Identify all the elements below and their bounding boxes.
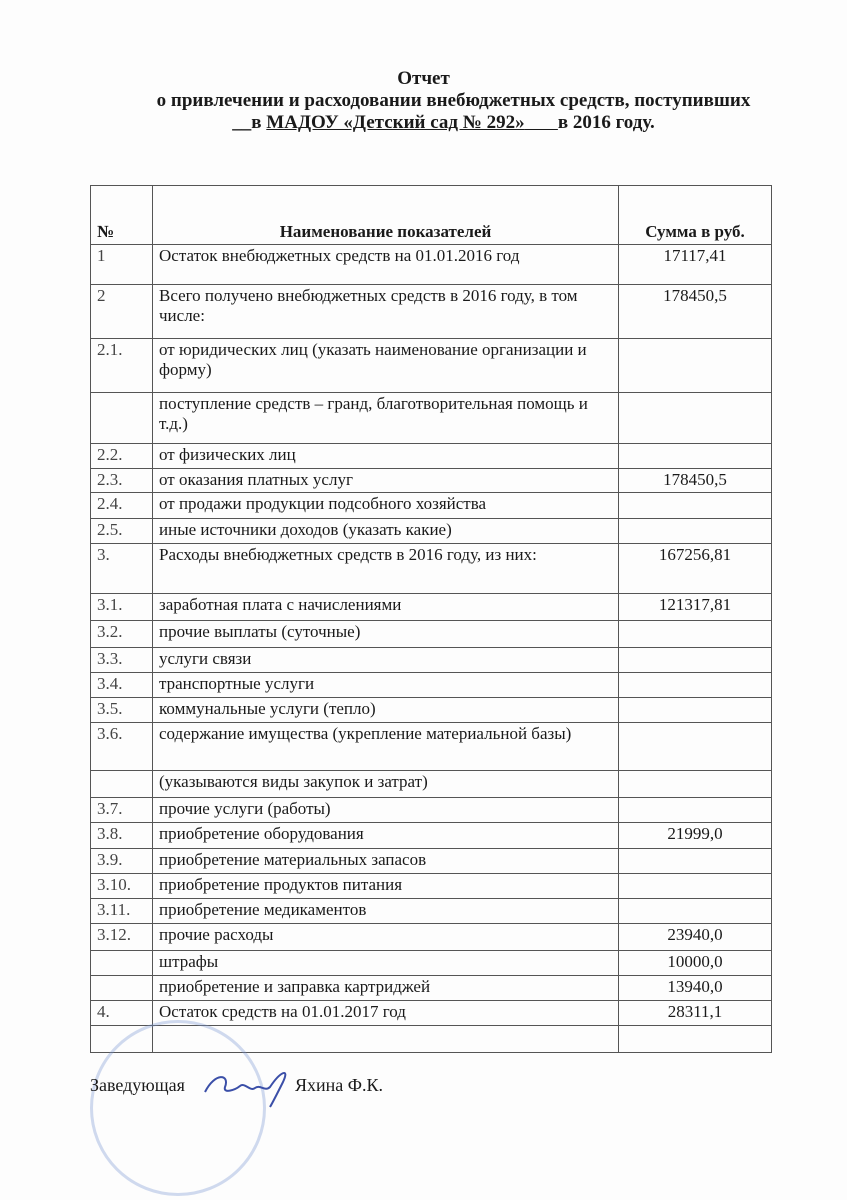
row-number: 2.3. bbox=[91, 469, 153, 493]
report-subtitle: о привлечении и расходовании внебюджетных средств, поступивших bbox=[156, 90, 751, 111]
table-row bbox=[91, 444, 772, 469]
row-sum bbox=[619, 899, 772, 924]
row-name: (указываются виды закупок и затрат) bbox=[153, 771, 619, 798]
row-sum: 17117,41 bbox=[619, 245, 772, 285]
row-number: 3.4. bbox=[91, 673, 153, 698]
row-number: 3.3. bbox=[91, 648, 153, 673]
row-number: 3.12. bbox=[91, 924, 153, 951]
signer-name: Яхина Ф.К. bbox=[295, 1075, 383, 1095]
table-row bbox=[91, 621, 772, 648]
row-sum: 23940,0 bbox=[619, 924, 772, 951]
row-number: 1 bbox=[91, 245, 153, 285]
row-name: транспортные услуги bbox=[153, 673, 619, 698]
table-header bbox=[91, 186, 772, 245]
row-number: 2 bbox=[91, 285, 153, 339]
row-number: 2.4. bbox=[91, 493, 153, 519]
row-name: Остаток средств на 01.01.2017 год bbox=[153, 1001, 619, 1026]
table-row bbox=[91, 849, 772, 874]
row-number: 3.7. bbox=[91, 798, 153, 823]
table-row bbox=[91, 823, 772, 849]
signature-block bbox=[90, 1075, 383, 1096]
header-name: Наименование показателей bbox=[153, 186, 619, 245]
header-number: № bbox=[91, 186, 153, 245]
row-sum bbox=[619, 874, 772, 899]
row-name: приобретение и заправка картриджей bbox=[153, 976, 619, 1001]
row-name: приобретение медикаментов bbox=[153, 899, 619, 924]
row-name: Расходы внебюджетных средств в 2016 году, из них: bbox=[153, 544, 619, 594]
row-name: от продажи продукции подсобного хозяйства bbox=[153, 493, 619, 519]
row-name: приобретение материальных запасов bbox=[153, 849, 619, 874]
row-number bbox=[91, 771, 153, 798]
row-number bbox=[91, 976, 153, 1001]
table-row bbox=[91, 798, 772, 823]
row-sum bbox=[619, 339, 772, 393]
row-sum: 21999,0 bbox=[619, 823, 772, 849]
row-number: 3. bbox=[91, 544, 153, 594]
row-name: приобретение продуктов питания bbox=[153, 874, 619, 899]
row-name: прочие выплаты (суточные) bbox=[153, 621, 619, 648]
table-row bbox=[91, 976, 772, 1001]
report-title: Отчет bbox=[397, 68, 450, 89]
row-name: иные источники доходов (указать какие) bbox=[153, 519, 619, 544]
row-sum: 178450,5 bbox=[619, 285, 772, 339]
row-name: Всего получено внебюджетных средств в 2016 году, в том числе: bbox=[153, 285, 619, 339]
row-name: содержание имущества (укрепление материальной базы) bbox=[153, 723, 619, 771]
row-sum bbox=[619, 393, 772, 444]
table-row bbox=[91, 698, 772, 723]
row-name: услуги связи bbox=[153, 648, 619, 673]
row-number: 3.9. bbox=[91, 849, 153, 874]
row-name: штрафы bbox=[153, 951, 619, 976]
signature bbox=[195, 1062, 305, 1112]
row-sum bbox=[619, 698, 772, 723]
row-number: 3.11. bbox=[91, 899, 153, 924]
table-row bbox=[91, 544, 772, 594]
row-sum bbox=[619, 798, 772, 823]
row-sum bbox=[619, 771, 772, 798]
row-name: Остаток внебюджетных средств на 01.01.2016 год bbox=[153, 245, 619, 285]
table-row bbox=[91, 519, 772, 544]
report-org-line bbox=[20, 112, 847, 134]
row-sum bbox=[619, 673, 772, 698]
row-number: 3.5. bbox=[91, 698, 153, 723]
row-sum bbox=[619, 849, 772, 874]
table-row bbox=[91, 469, 772, 493]
table-row bbox=[91, 874, 772, 899]
row-number: 2.1. bbox=[91, 339, 153, 393]
row-sum: 178450,5 bbox=[619, 469, 772, 493]
row-number: 3.10. bbox=[91, 874, 153, 899]
table-row bbox=[91, 285, 772, 339]
table-row bbox=[91, 771, 772, 798]
row-name: прочие расходы bbox=[153, 924, 619, 951]
table-row bbox=[91, 924, 772, 951]
table-row bbox=[91, 648, 772, 673]
table-row bbox=[91, 393, 772, 444]
row-number: 3.2. bbox=[91, 621, 153, 648]
row-number: 4. bbox=[91, 1001, 153, 1026]
row-sum: 167256,81 bbox=[619, 544, 772, 594]
row-sum bbox=[619, 493, 772, 519]
report-table bbox=[90, 185, 772, 1053]
row-name: коммунальные услуги (тепло) bbox=[153, 698, 619, 723]
row-sum bbox=[619, 519, 772, 544]
table-row bbox=[91, 723, 772, 771]
table-row bbox=[91, 951, 772, 976]
row-number bbox=[91, 393, 153, 444]
table-row bbox=[91, 673, 772, 698]
row-number: 3.1. bbox=[91, 594, 153, 621]
table-row bbox=[91, 245, 772, 285]
row-sum: 13940,0 bbox=[619, 976, 772, 1001]
row-number: 2.5. bbox=[91, 519, 153, 544]
signer-position: Заведующая bbox=[90, 1075, 185, 1095]
row-sum bbox=[619, 648, 772, 673]
org-name: МАДОУ «Детский сад № 292» bbox=[266, 112, 525, 133]
row-sum: 121317,81 bbox=[619, 594, 772, 621]
row-sum bbox=[619, 444, 772, 469]
table-row bbox=[91, 899, 772, 924]
row-number: 2.2. bbox=[91, 444, 153, 469]
row-number: 3.8. bbox=[91, 823, 153, 849]
row-name: от юридических лиц (указать наименование организации и форму) bbox=[153, 339, 619, 393]
row-name: от оказания платных услуг bbox=[153, 469, 619, 493]
header-sum: Сумма в руб. bbox=[619, 186, 772, 245]
table-row bbox=[91, 339, 772, 393]
table-row bbox=[91, 493, 772, 519]
row-sum: 10000,0 bbox=[619, 951, 772, 976]
row-sum bbox=[619, 1026, 772, 1053]
row-number bbox=[91, 951, 153, 976]
org-prefix: __в bbox=[232, 112, 267, 133]
row-name: поступление средств – гранд, благотворительная помощь и т.д.) bbox=[153, 393, 619, 444]
row-name: прочие услуги (работы) bbox=[153, 798, 619, 823]
table-row bbox=[91, 594, 772, 621]
row-sum: 28311,1 bbox=[619, 1001, 772, 1026]
row-name: от физических лиц bbox=[153, 444, 619, 469]
org-year: в 2016 году. bbox=[557, 112, 655, 133]
row-name: заработная плата с начислениями bbox=[153, 594, 619, 621]
row-sum bbox=[619, 621, 772, 648]
row-number: 3.6. bbox=[91, 723, 153, 771]
row-sum bbox=[619, 723, 772, 771]
row-name: приобретение оборудования bbox=[153, 823, 619, 849]
